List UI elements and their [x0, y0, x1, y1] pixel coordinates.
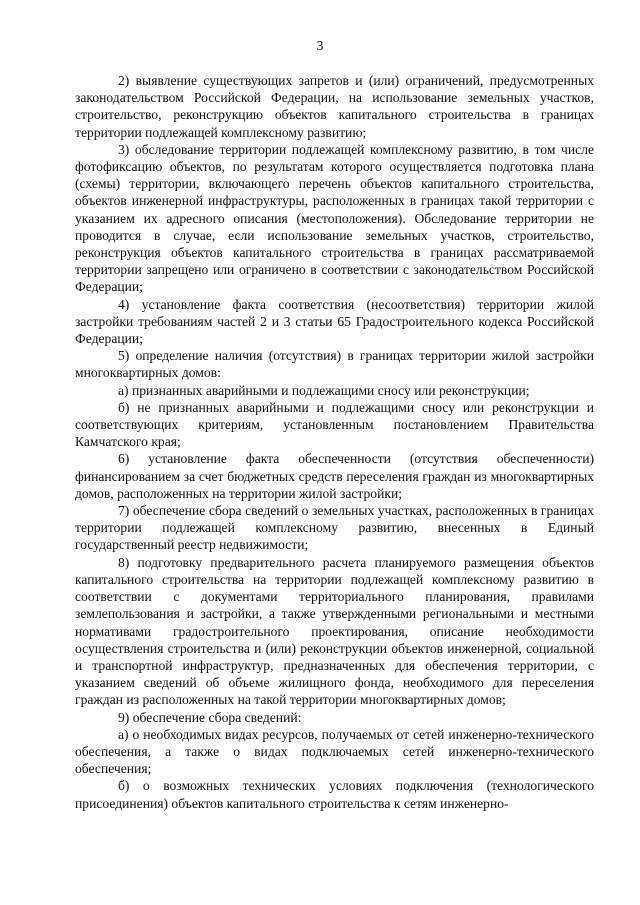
paragraph-item-8: 8) подготовку предварительного расчета планируемого размещения объектов капитального строительства на территории подлежащей комплексному развитию в соответствии с документами территориального планирования, правилами землепользования и застройки, а также утвержденными региональными и местными нормативами градостроительного проектирования, описание необходимости осуществления строительства и (или) реконструкции объектов инженерной, социальной и транспортной инфраструктур, предназначенных для обеспечения территории, с указанием сведений об объеме жилищного фонда, необходимого для переселения граждан из расположенных на такой территории многоквартирных домов; [75, 554, 594, 708]
paragraph-subitem-5a: а) признанных аварийными и подлежащими сносу или реконструкции; [118, 382, 530, 398]
paragraph-item-4: 4) установление факта соответствия (несоответствия) территории жилой застройки требованиям частей 2 и 3 статьи 65 Градостроительного кодекса Российской Федерации; [75, 296, 594, 347]
paragraph-item-5: 5) определение наличия (отсутствия) в границах территории жилой застройки многоквартирных домов: [75, 348, 594, 381]
paragraph-item-7: 7) обеспечение сбора сведений о земельных участках, расположенных в границах территории подлежащей комплексному развитию, внесенных в Единый государственный реестр недвижимости; [75, 503, 594, 553]
paragraph-item-9: 9) обеспечение сбора сведений: [118, 709, 302, 725]
paragraph-item-3: 3) обследование территории подлежащей комплексному развитию, в том числе фотофиксацию объектов, по результатам которого осуществляется подготовка плана (схемы) территории, включающего перечень объектов капитального строительства, объектов инженерной инфраструктуры, расположенных в границах такой территории с указанием их адресного описания (местоположения). Обследование территории не проводится в случае, если использование земельных участков, строительство, реконструкция объектов капитального строительства в границах рассматриваемой территории запрещено или ограничено в соответствии с законодательством Российской Федерации; [75, 141, 594, 295]
paragraph-item-2: 2) выявление существующих запретов и (или) ограничений, предусмотренных законодательством Российской Федерации, на использование земельных участков, строительство, реконструкцию объектов капитального строительства в границах территории подлежащей комплексному развитию; [75, 73, 594, 140]
paragraph-subitem-9b: б) о возможных технических условиях подключения (технологического присоединения) объектов капитального строительства к сетям инженерно- [75, 778, 594, 811]
paragraph-subitem-9a: а) о необходимых видах ресурсов, получаемых от сетей инженерно-технического обеспечения, а также о видах подключаемых сетей инженерно-технического обеспечения; [75, 726, 594, 777]
page-number: 3 [316, 38, 324, 53]
paragraph-item-6: 6) установление факта обеспеченности (отсутствия обеспеченности) финансированием за счет бюджетных средств переселения граждан из многоквартирных домов, расположенных на территории жилой застройки; [75, 451, 594, 501]
document-body [75, 72, 594, 812]
paragraph-subitem-5b: б) не признанных аварийными и подлежащими сносу или реконструкции и соответствующих критериям, установленным постановлением Правительства Камчатского края; [75, 399, 594, 450]
